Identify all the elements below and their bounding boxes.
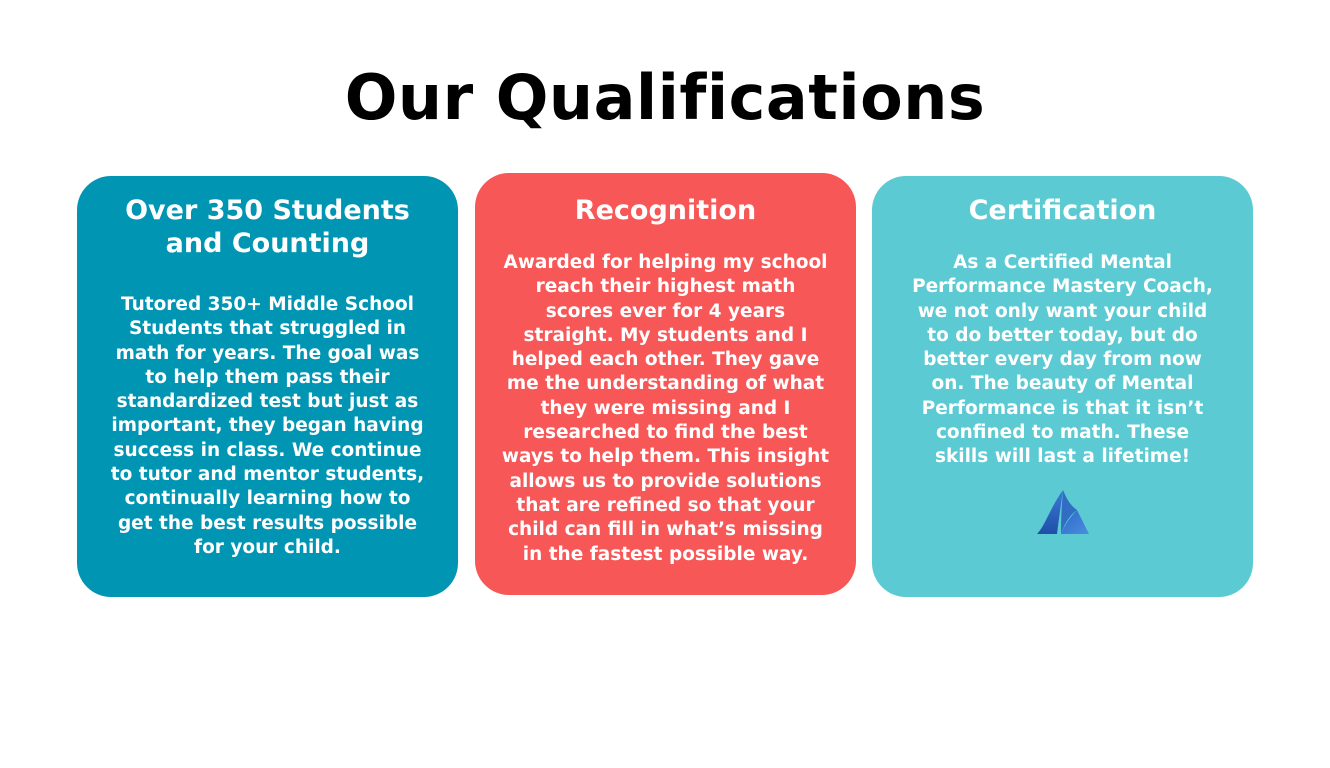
- card-heading-students: Over 350 Students and Counting: [125, 195, 410, 259]
- card-heading-recognition: Recognition: [574, 195, 757, 226]
- card-body-certification: As a Certified Mental Performance Mastery Coach, we not only want your child to do better today, but do better every day from now on. The beauty of Mental Performance is that it isn’t confined to math. These skills will last a lifetime!: [912, 252, 1213, 468]
- qualification-card-recognition: [475, 173, 856, 595]
- qualification-card-certification: [872, 176, 1253, 597]
- page-title: Our Qualifications: [344, 61, 986, 134]
- mountain-logo-icon: [1035, 486, 1091, 536]
- card-heading-certification: Certification: [968, 195, 1157, 226]
- card-body-students: Tutored 350+ Middle School Students that struggled in math for years. The goal was to help them pass their standardized test but just as important, they began having success in class. We continue to tutor and mentor students, continually learning how to get the best results possible for your child.: [110, 294, 425, 558]
- qualification-card-students: [77, 176, 458, 597]
- card-body-recognition: Awarded for helping my school reach their highest math scores ever for 4 years straight. My students and I helped each other. They gave me the understanding of what they were missing and I researched to find the best ways to help them. This insight allows us to provide solutions that are refined so that your child can fill in what’s missing in the fastest possible way.: [501, 252, 830, 565]
